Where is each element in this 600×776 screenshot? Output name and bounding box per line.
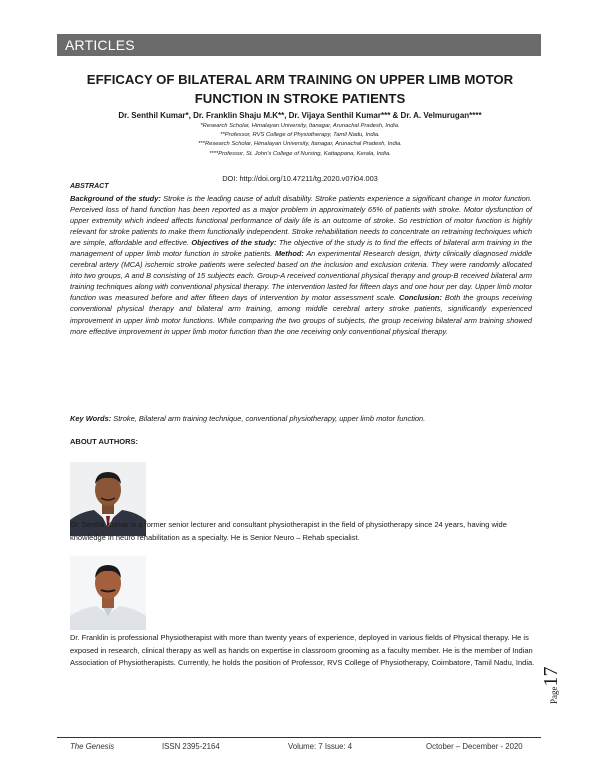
affiliation: **Professor, RVS College of Physiotherapy, Tamil Nadu, India. [220,132,380,138]
conclusion-label: Conclusion: [398,293,442,303]
footer-volume: Volume: 7 Issue: 4 [288,742,353,751]
title-line-1: EFFICACY OF BILATERAL ARM TRAINING ON UPPER LIMB MOTOR [86,72,514,87]
footer-issn: ISSN 2395-2164 [162,742,220,751]
affiliation: ***Research Scholar, Himalayan University, Itanagar, Arunachal Pradesh, India. [198,141,402,147]
author-bio-franklin: Dr. Franklin is professional Physiotherapist with more than twenty years of experience, deployed in various fields of Physical therapy. He is exposed in research, clinical therapy as well as hands on expertise in classroom grooming as a faculty member. He is the member of Indian Association of Physiotherapists. Currently, he holds the position of Professor, RVS College of Physiotherapy, Coimbatore, Tamil Nadu, India. [70,633,535,668]
abstract-body [70,193,532,337]
keywords-text: Stroke, Bilateral arm training technique, conventional physiotherapy, upper limb motor function. [111,414,426,423]
title-line-2: FUNCTION IN STROKE PATIENTS [194,91,406,106]
author-photo-franklin [70,556,146,630]
page-number [540,664,576,704]
objectives-label: Objectives of the study: [191,238,277,248]
page-word: Page [549,686,559,704]
objectives-text: The objective of the study is to find the effects of bilateral arm training in the management of upper limb motor function in stroke patients. [70,238,532,259]
keywords [70,414,540,423]
footer-period: October – December - 2020 [426,742,523,751]
background-label: Background of the study: [70,194,161,203]
background-text: Stroke is the leading cause of adult disability. Stroke patients experience a significant change in motor function. Perceived loss of hand function has been reported as a major problem in approximately 65% of patients with stroke. Motor dysfunction of upper extremity which indeed affects functional performance of daily life is an outcome of stroke. So restriction of motor function is highly relevant for stroke patients to make them functionally independent. Stroke rehabilitation needs to concentrate on retraining techniques which are simple, affordable and effective. [70,194,533,248]
abstract-heading: ABSTRACT [70,183,109,190]
about-authors-heading: ABOUT AUTHORS: [70,437,139,446]
section-banner: ARTICLES [57,34,541,56]
keywords-label: Key Words: [70,414,112,423]
footer-rule [57,737,541,738]
author-list: Dr. Senthil Kumar*, Dr. Franklin Shaju M.K**, Dr. Vijaya Senthil Kumar*** & Dr. A. Velmurugan**** [118,111,482,120]
article-title [60,70,540,108]
method-label: Method: [274,249,304,259]
author-bio-senthil: Dr. Senthil Kumar is a former senior lecturer and consultant physiotherapist in the field of physiotherapy since 24 years, having wide knowledge in neuro rehabilitation as a specialty. He is Senior Neuro – Rehab specialist. [70,520,507,542]
footer-journal: The Genesis [70,742,115,751]
doi-link[interactable]: DOI: http://doi.org/10.47211/tg.2020.v07i04.003 [222,174,378,183]
conclusion-text: Both the groups receiving conventional physical therapy and bilateral arm training, among middle cerebral artery stroke patients, significantly experienced improvement in upper limb motor functions. While comparing the two groups of subjects, the group receiving bilateral arm training showed more effective improvement in upper limb motor function than the one receiving only conventional physical therapy. [70,293,532,336]
page-digits: 17 [540,666,562,687]
affiliation: *Research Scholar, Himalayan University, Itanagar, Arunachal Pradesh, India. [200,123,400,129]
method-text: An experimental Research design, thirty clinically diagnosed middle cerebral artery (MCA) ischemic stroke patients were selected based on the inclusion and exclusion criteria. They were randomly allocated into two groups, A and B consisting of 15 subjects each. Group-A received conventional physical therapy and group-B received bilateral arm training techniques along with conventional physical therapy. The intervention lasted for fifteen days and one hour per day. Upper limb motor function was measured before and after fifteen days of intervention by motor assessment scale. [70,249,533,303]
affiliation: ****Professor, St. John's College of Nursing, Kattappana, Kerala, India. [209,151,391,157]
